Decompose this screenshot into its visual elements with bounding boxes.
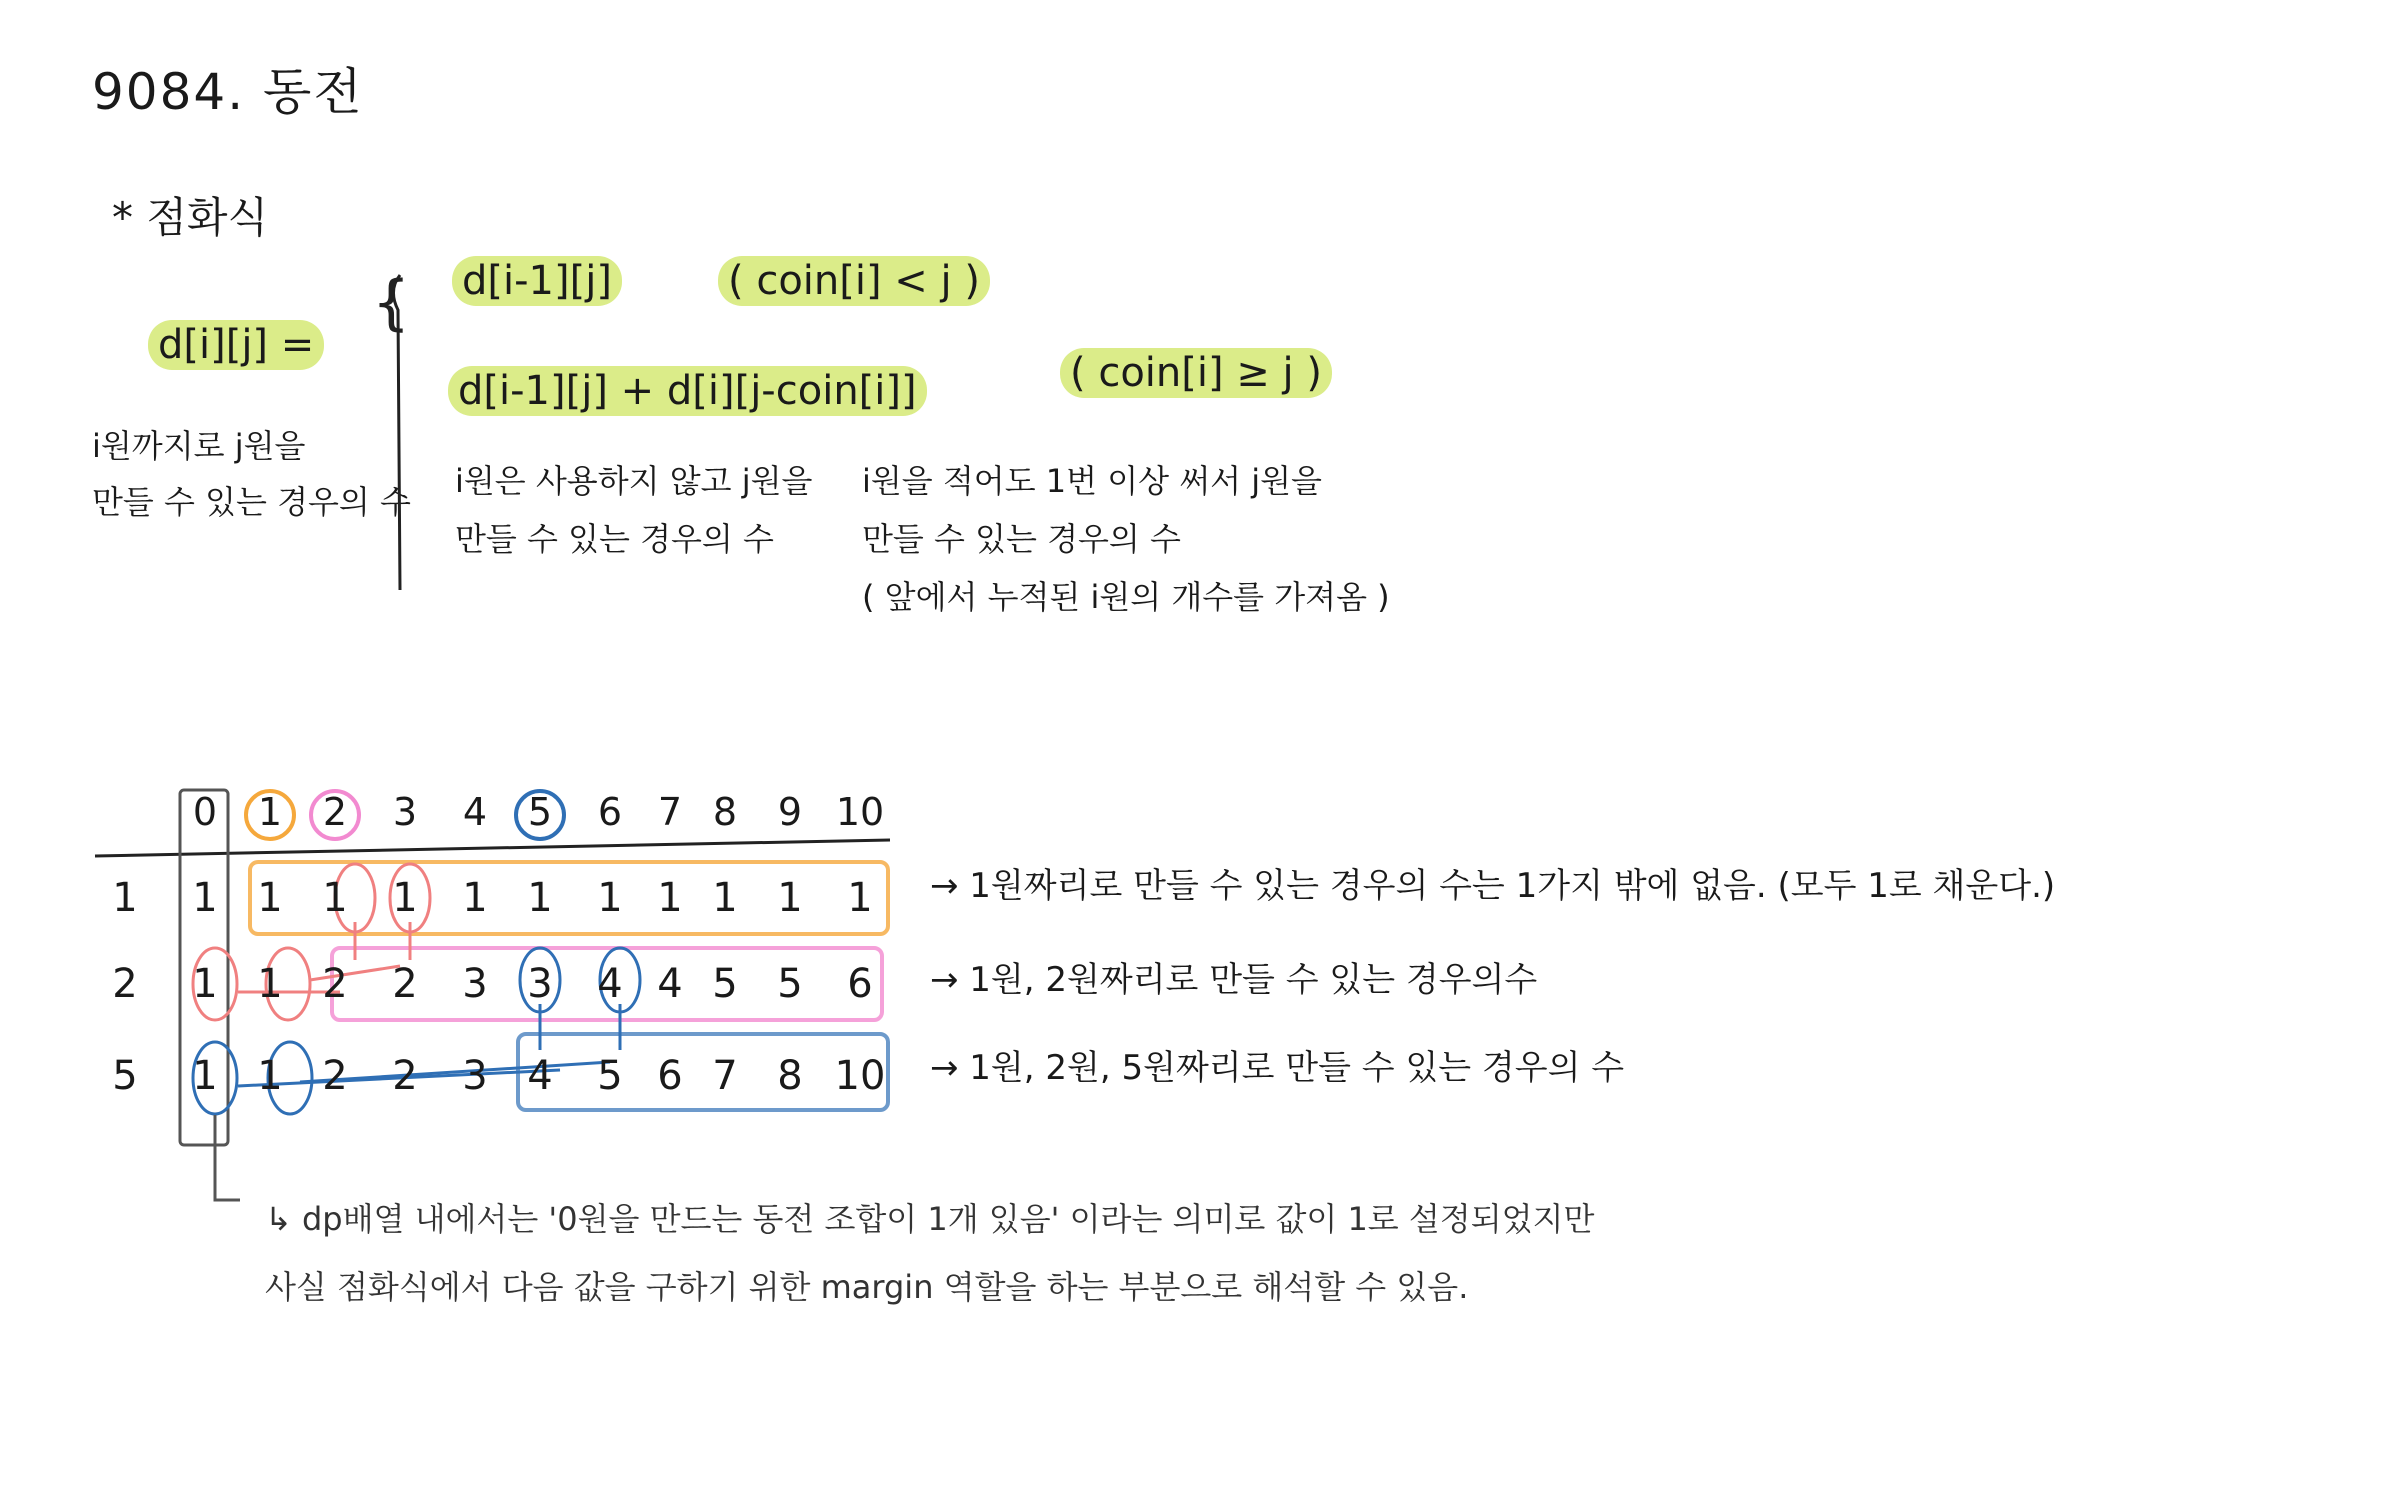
table-cell: 1 — [257, 1053, 283, 1099]
footnote: ↳ dp배열 내에서는 '0원을 만드는 동전 조합이 1개 있음' 이라는 의미로 값이 1로 설정되었지만 사실 점화식에서 다음 값을 구하기 위한 margin 역할을 하는 부분으로 해석할 수 있음. — [265, 1200, 1595, 1306]
table-cell: 8 — [777, 1053, 803, 1099]
case1-condition-text: ( coin[i] < j ) — [718, 256, 990, 306]
table-cell: 2 — [322, 961, 348, 1007]
recurrence-lhs-text: d[i][j] = — [148, 320, 324, 370]
table-cell: 1 — [847, 875, 873, 921]
table-cell: 1 — [192, 961, 218, 1007]
table-cell: 1 — [777, 875, 803, 921]
row2-note: → 1원, 2원짜리로 만들 수 있는 경우의수 — [930, 960, 1538, 1000]
table-cell: 4 — [597, 961, 623, 1007]
row-coin-label: 2 — [112, 961, 138, 1007]
table-cell: 1 — [257, 961, 283, 1007]
case2-description: i원을 적어도 1번 이상 써서 j원을 만들 수 있는 경우의 수 ( 앞에서 누적된 i원의 개수를 가져옴 ) — [862, 462, 1390, 616]
case1-text: d[i-1][j] — [452, 256, 622, 306]
recurrence-heading: * 점화식 — [112, 193, 269, 242]
column-header: 8 — [712, 790, 738, 834]
table-cell: 5 — [712, 961, 738, 1007]
column-header: 6 — [597, 790, 623, 834]
table-cell: 1 — [392, 875, 418, 921]
table-cell: 1 — [712, 875, 738, 921]
case2-text: d[i-1][j] + d[i][j-coin[i]] — [448, 366, 927, 416]
table-cell: 2 — [322, 1053, 348, 1099]
table-cell: 1 — [322, 875, 348, 921]
column-header: 7 — [657, 790, 683, 834]
table-cell: 6 — [657, 1053, 683, 1099]
table-cell: 1 — [192, 875, 218, 921]
table-cell: 1 — [257, 875, 283, 921]
table-cell: 2 — [392, 961, 418, 1007]
table-cell: 4 — [527, 1053, 553, 1099]
table-cell: 7 — [712, 1053, 738, 1099]
row5-note: → 1원, 2원, 5원짜리로 만들 수 있는 경우의 수 — [930, 1048, 1625, 1088]
table-cell: 1 — [527, 875, 553, 921]
column-header: 0 — [192, 790, 218, 834]
recurrence-lhs-description: i원까지로 j원을 만들 수 있는 경우의 수 — [92, 427, 411, 521]
table-cell: 3 — [462, 1053, 488, 1099]
row-coin-label: 5 — [112, 1053, 138, 1099]
column-header: 9 — [777, 790, 803, 834]
table-cell: 3 — [462, 961, 488, 1007]
case1-description: i원은 사용하지 않고 j원을 만들 수 있는 경우의 수 — [455, 462, 813, 558]
table-cell: 3 — [527, 961, 553, 1007]
column-header: 3 — [392, 790, 418, 834]
row1-note: → 1원짜리로 만들 수 있는 경우의 수는 1가지 밖에 없음. (모두 1로 채운다.) — [930, 866, 2056, 906]
table-cell: 1 — [462, 875, 488, 921]
page-title: 9084. 동전 — [92, 63, 364, 121]
column-header: 4 — [462, 790, 488, 834]
row-coin-label: 1 — [112, 875, 138, 921]
table-cell: 5 — [597, 1053, 623, 1099]
table-cell: 2 — [392, 1053, 418, 1099]
table-cell: 5 — [777, 961, 803, 1007]
brace-icon: { — [372, 268, 411, 338]
column-header: 1 — [257, 790, 283, 834]
table-cell: 1 — [657, 875, 683, 921]
case2-condition-text: ( coin[i] ≥ j ) — [1060, 348, 1332, 398]
table-cell: 10 — [834, 1053, 886, 1099]
table-cell: 6 — [847, 961, 873, 1007]
table-cell: 1 — [597, 875, 623, 921]
table-cell: 4 — [657, 961, 683, 1007]
column-header: 5 — [527, 790, 553, 834]
table-cell: 1 — [192, 1053, 218, 1099]
column-header: 10 — [835, 790, 885, 834]
header-line — [95, 840, 890, 856]
column-header: 2 — [322, 790, 348, 834]
